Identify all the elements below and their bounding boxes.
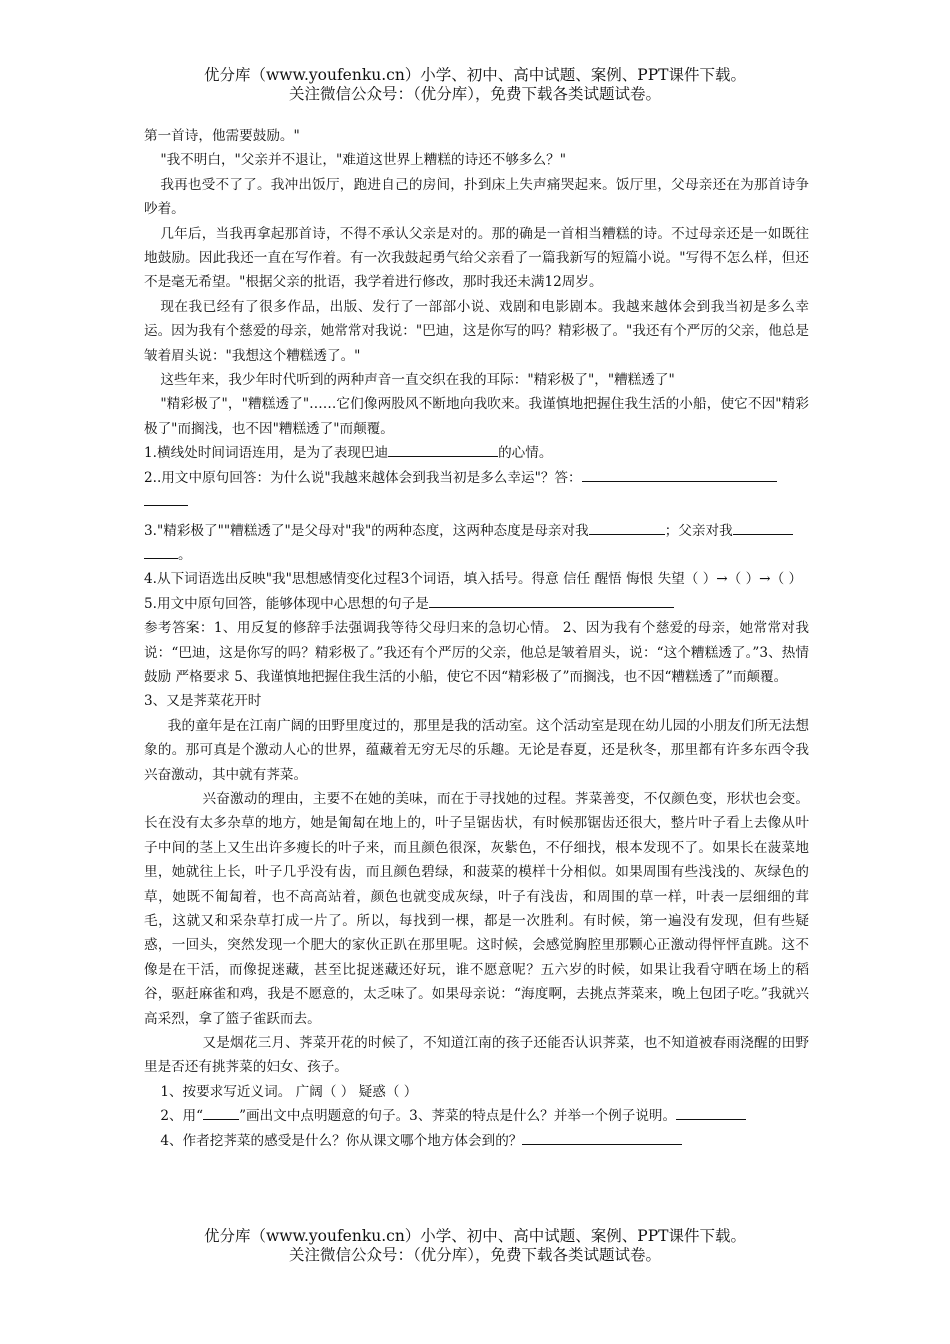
answer-blank[interactable] — [388, 443, 498, 458]
paragraph: "精彩极了"，"糟糕透了"……它们像两股风不断地向我吹来。我谨慎地把握住我生活的小船，使它不因"精彩极了"而搁浅，也不因"糟糕透了"而颠覆。 — [144, 396, 809, 437]
question-4: 4.从下词语选出反映"我"思想感情变化过程3个词语，填入括号。得意 信任 醒悟 悔恨 失望（ ）→（ ）→（ ） — [144, 571, 803, 588]
header-line-2: 关注微信公众号：（优分库），免费下载各类试题试卷。 — [288, 85, 661, 103]
question-s3-2: 2、用“ ”画出文中点明题意的句子。3、荠菜的特点是什么？并举一个例子说明。 — [144, 1104, 809, 1128]
paragraph: 这些年来，我少年时代听到的两种声音一直交织在我的耳际："精彩极了"，"糟糕透了" — [160, 372, 675, 389]
answer-blank[interactable] — [522, 1130, 682, 1145]
section-title: 3、又是荠菜花开时 — [144, 693, 262, 710]
question-s3-1: 1、按要求写近义词。 广阔（ ） 疑惑（ ） — [160, 1083, 418, 1100]
answer-blank[interactable] — [676, 1106, 746, 1121]
question-s3-4: 4、作者挖荠菜的感受是什么？你从课文哪个地方体会到的？ — [144, 1129, 809, 1153]
page-header — [0, 66, 950, 104]
question-1: 1.横线处时间词语连用，是为了表现巴迪 的心情。 — [144, 441, 809, 465]
paragraph: 我的童年是在江南广阔的田野里度过的，那里是我的活动室。这个活动室是现在幼儿园的小朋友们所无法想象的。那可真是个激动人心的世界，蕴藏着无穷无尽的乐趣。无论是春夏，还是秋冬，那里都有许多东西令我兴奋激动，其中就有荠菜。 — [144, 717, 809, 783]
paragraph: 兴奋激动的理由，主要不在她的美味，而在于寻找她的过程。荠菜善变，不仅颜色变，形状也会变。长在没有太多杂草的地方，她是匍匐在地上的，叶子呈锯齿状，有时候那锯齿还很大，整片叶子看上去像从叶子中间的茎上又生出许多瘦长的叶子来，而且颜色很深，灰紫色，不仔细找，根本发现不了。如果长在菠菜地里，她就往上长，叶子几乎没有齿，而且颜色碧绿，和菠菜的模样十分相似。如果周围有些浅浅的、灰绿色的草，她既不匍匐着，也不高高站着，颜色也就变成灰绿，叶子有浅齿，和周围的草一样，叶表一层细细的茸毛，这就又和采杂草打成一片了。所以，每找到一棵，都是一次胜利。有时候，第一遍没有发现，但有些疑惑，一回头，突然发现一个肥大的家伙正趴在那里呢。这时候，会感觉胸腔里那颗心正激动得怦怦直跳。这不像是在干活，而像捉迷藏，甚至比捉迷藏还好玩，谁不愿意呢？五六岁的时候，如果让我看守晒在场上的稻谷，驱赶麻雀和鸡，我是不愿意的，太乏味了。如果母亲说：“海度啊，去挑点荠菜来，晚上包团子吃。”我就兴高采烈，拿了篮子雀跃而去。 — [144, 790, 809, 1027]
answer-blank[interactable] — [429, 593, 674, 608]
question-3: 3."精彩极了""糟糕透了"是父母对"我"的两种态度，这两种态度是母亲对我 ；父亲对我 。 — [144, 519, 809, 568]
paragraph: 又是烟花三月、荠菜开花的时候了，不知道江南的孩子还能否认识荠菜，也不知道被春雨浇醒的田野里是否还有挑荠菜的妇女、孩子。 — [144, 1035, 809, 1076]
answer-blank[interactable] — [144, 492, 188, 507]
answer-blank[interactable] — [144, 544, 178, 559]
footer-line-1: 优分库（www.youfenku.cn）小学、初中、高中试题、案例、PPT课件下载。 — [203, 1227, 747, 1245]
paragraph: 几年后，当我再拿起那首诗，不得不承认父亲是对的。那的确是一首相当糟糕的诗。不过母亲还是一如既往地鼓励。因此我还一直在写作着。有一次我鼓起勇气给父亲看了一篇我新写的短篇小说。"写得不怎么样，但还不是毫无希望。"根据父亲的批语，我学着进行修改，那时我还未满12周岁。 — [144, 225, 809, 291]
header-line-1: 优分库（www.youfenku.cn）小学、初中、高中试题、案例、PPT课件下载。 — [203, 66, 747, 84]
answer-blank[interactable] — [589, 520, 665, 535]
paragraph: 现在我已经有了很多作品，出版、发行了一部部小说、戏剧和电影剧本。我越来越体会到我当初是多么幸运。因为我有个慈爱的母亲，她常常对我说："巴迪，这是你写的吗？精彩极了。"我还有个严厉的父亲，他总是皱着眉头说："我想这个糟糕透了。" — [144, 298, 810, 364]
answer-blank[interactable] — [733, 520, 793, 535]
document-body — [144, 124, 809, 1153]
answer-blank[interactable] — [582, 467, 777, 482]
page-footer — [0, 1227, 950, 1265]
paragraph: "我不明白，"父亲并不退让，"难道这世界上糟糕的诗还不够多么？" — [160, 152, 566, 169]
paragraph: 第一首诗，他需要鼓励。" — [144, 128, 300, 144]
question-5: 5.用文中原句回答，能够体现中心思想的句子是 — [144, 592, 809, 616]
footer-line-2: 关注微信公众号：（优分库），免费下载各类试题试卷。 — [288, 1246, 661, 1264]
paragraph: 我再也受不了了。我冲出饭厅，跑进自己的房间，扑到床上失声痛哭起来。饭厅里，父母亲还在为那首诗争吵着。 — [144, 176, 809, 218]
reference-answer: 参考答案：1、用反复的修辞手法强调我等待父母归来的急切心情。 2、因为我有个慈爱的母亲，她常常对我说：“巴迪，这是你写的吗？精彩极了。”我还有个严厉的父亲，他总是皱着眉头，说：“这个糟糕透了。”3、热情鼓励 严格要求 5、我谨慎地把握住我生活的小船，使它不因“精彩极了”而搁浅，也不因“糟糕透了”而颠覆。 — [144, 620, 809, 685]
question-2: 2..用文中原句回答：为什么说"我越来越体会到我当初是多么幸运"？答： — [144, 466, 809, 515]
answer-blank[interactable] — [203, 1106, 239, 1121]
